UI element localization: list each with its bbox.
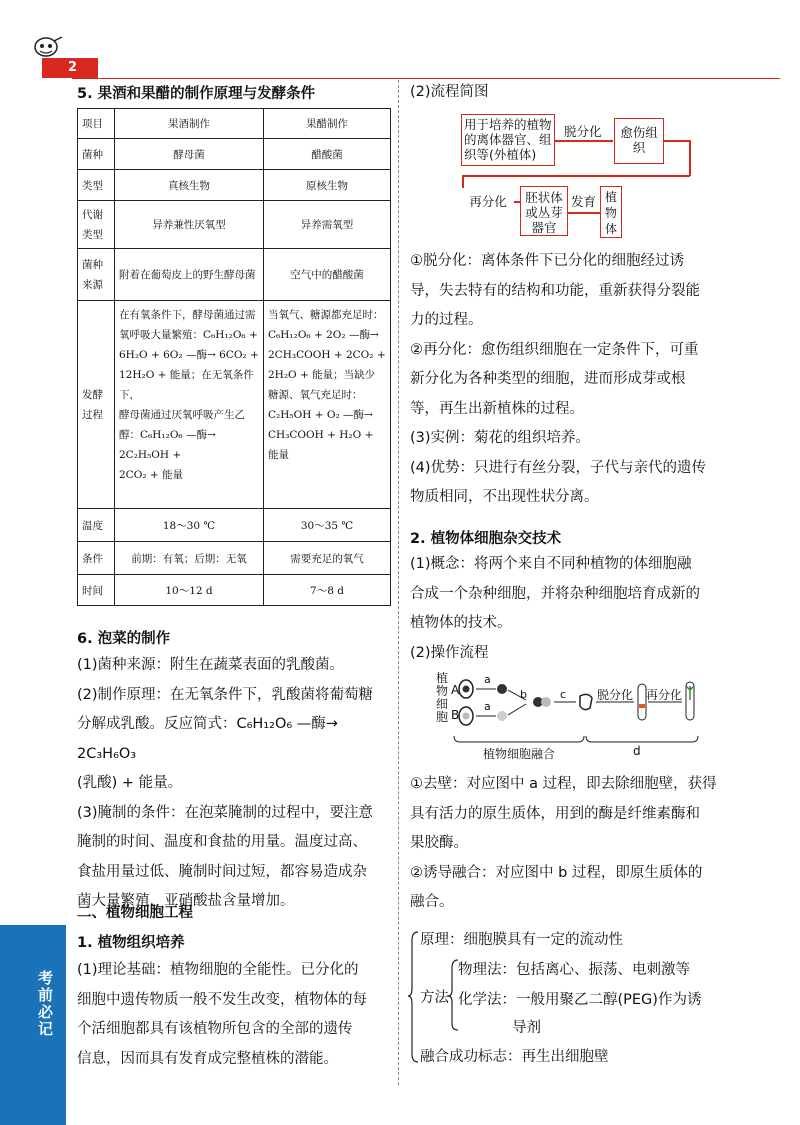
text-line: 腌制的时间、温度和食盐的用量。温度过高、 bbox=[77, 834, 367, 850]
table-cell: 菌种来源 bbox=[78, 249, 115, 301]
flow-arrow-line bbox=[555, 140, 613, 142]
text-line: (1)菌种来源：附生在蔬菜表面的乳酸菌。 bbox=[77, 657, 345, 673]
flow-title: (2)流程简图 bbox=[410, 84, 489, 100]
diagram-cell-a-label: A bbox=[451, 683, 460, 697]
right-body-c bbox=[410, 770, 782, 918]
bracket-d bbox=[586, 736, 698, 742]
fermentation-table bbox=[77, 108, 391, 606]
flow-label-rediff: 再分化 bbox=[462, 188, 514, 216]
bracket-fusion bbox=[454, 736, 584, 742]
process-line: 2CH₃COOH + 2CO₂ + bbox=[268, 349, 386, 361]
text-line: 等，再生出新植株的过程。 bbox=[410, 400, 584, 417]
text-line: (1)概念：将两个来自不同种植物的体细胞融 bbox=[410, 556, 692, 572]
text-line: 力的过程。 bbox=[410, 312, 483, 328]
text-line: ①脱分化：离体条件下已分化的细胞经过诱 bbox=[410, 253, 684, 269]
table-cell: 代谢类型 bbox=[78, 201, 115, 249]
outer-brace bbox=[408, 932, 418, 1062]
table-cell: 发酵过程 bbox=[78, 301, 115, 509]
table-header: 果酒制作 bbox=[115, 109, 264, 139]
protoplast-b-icon bbox=[497, 711, 507, 721]
table-row bbox=[78, 139, 391, 170]
step-b-label: b bbox=[520, 688, 527, 701]
flow-box-embryoid: 胚状体或丛芽器官 bbox=[520, 186, 568, 236]
nucleus-icon bbox=[463, 713, 470, 720]
text-line: 新分化为各种类型的细胞，进而形成芽或根 bbox=[410, 371, 686, 387]
text-line: (乳酸) + 能量。 bbox=[77, 775, 183, 791]
chemical-method-cont: 导剂 bbox=[512, 1020, 541, 1036]
part-2-title: 二、植物细胞工程 bbox=[77, 905, 193, 921]
fusion-label: 植物细胞融合 bbox=[483, 747, 556, 761]
page-number: 2 bbox=[42, 58, 98, 78]
text-line: 合成一个杂种细胞，并将杂种细胞培育成新的 bbox=[410, 585, 700, 602]
step-c-label: c bbox=[560, 688, 567, 701]
table-header: 项目 bbox=[78, 109, 115, 139]
step-a-label: a bbox=[484, 673, 491, 686]
table-cell: 条件 bbox=[78, 542, 115, 575]
text-line: (1)理论基础：植物细胞的全能性。已分化的 bbox=[77, 962, 359, 978]
text-line: 植物体的技术。 bbox=[410, 615, 512, 631]
process-line: C₂H₅OH + O₂ —酶→ bbox=[268, 409, 373, 421]
section-1-title: 1. 植物组织培养 bbox=[77, 935, 185, 951]
fusion-principle: 原理：细胞膜具有一定的流动性 bbox=[420, 932, 623, 948]
text-line: ②再分化：愈伤组织细胞在一定条件下，可重 bbox=[410, 341, 699, 358]
flow-label-dediff: 脱分化 bbox=[564, 124, 602, 139]
text-line: 物质相同，不出现性状分离。 bbox=[410, 489, 599, 505]
process-line: 氧呼吸大量繁殖：C₆H₁₂O₆ + bbox=[119, 329, 258, 341]
table-cell: 需要充足的氧气 bbox=[264, 542, 391, 575]
diagram-cell-b-label: B bbox=[451, 708, 460, 722]
process-line: 糖源、氧气充足时： bbox=[268, 389, 363, 401]
text-line: (3)实例：菊花的组织培养。 bbox=[410, 430, 591, 446]
table-cell: 类型 bbox=[78, 170, 115, 201]
table-row bbox=[78, 249, 391, 301]
flow-box-plant: 植物体 bbox=[600, 186, 622, 238]
table-row bbox=[78, 542, 391, 575]
fused-cell-icon bbox=[541, 697, 551, 707]
text-line: 果胶酶。 bbox=[410, 835, 468, 851]
step-d-label: d bbox=[633, 744, 641, 758]
physical-method: 物理法：包括离心、振荡、电刺激等 bbox=[458, 962, 690, 978]
flow-label-develop: 发育 bbox=[571, 194, 597, 209]
process-line: 能量 bbox=[268, 449, 289, 461]
process-line: 12H₂O + 能量；在无氧条件下， bbox=[119, 369, 254, 401]
table-cell: 附着在葡萄皮上的野生酵母菌 bbox=[115, 249, 264, 301]
diagram-plant-cell-label: 植物细胞 bbox=[436, 671, 449, 724]
process-line: 在有氧条件下，酵母菌通过需 bbox=[119, 309, 256, 321]
table-cell: 酵母菌 bbox=[115, 139, 264, 170]
flow-box-explant: 用于培养的植物的离体器官、组织等(外植体) bbox=[461, 114, 555, 166]
text-line: 细胞中遗传物质一般不发生改变，植物体的每 bbox=[77, 991, 367, 1008]
table-cell: 前期：有氧；后期：无氧 bbox=[115, 542, 264, 575]
text-line: 融合。 bbox=[410, 894, 454, 910]
section-6-body bbox=[77, 651, 392, 917]
chemical-method: 化学法：一般用聚乙二醇(PEG)作为诱 bbox=[458, 992, 702, 1008]
section-2-title: 2. 植物体细胞杂交技术 bbox=[410, 531, 562, 547]
table-cell: 醋酸菌 bbox=[264, 139, 391, 170]
table-row bbox=[78, 575, 391, 606]
table-row bbox=[78, 170, 391, 201]
column-divider bbox=[398, 80, 399, 1085]
process-line: 2CO₂ + 能量 bbox=[119, 469, 184, 481]
process-line: CH₃COOH + H₂O + bbox=[268, 429, 374, 441]
table-cell: 温度 bbox=[78, 509, 115, 542]
text-line: 导，失去特有的结构和功能，重新获得分裂能 bbox=[410, 282, 700, 299]
flow-line bbox=[462, 175, 690, 177]
test-tube-icon bbox=[638, 684, 646, 720]
process-wine-cell bbox=[115, 301, 264, 509]
process-line: 醇：C₆H₁₂O₆ —酶→ 2C₂H₅OH + bbox=[119, 429, 216, 461]
flow-arrow-line bbox=[568, 212, 600, 214]
section-1-body bbox=[77, 956, 392, 1074]
table-header: 果醋制作 bbox=[264, 109, 391, 139]
fusion-success-sign: 融合成功标志：再生出细胞壁 bbox=[420, 1049, 609, 1065]
flow-box-callus: 愈伤组织 bbox=[614, 118, 664, 164]
process-line: C₆H₁₂O₆ + 2O₂ —酶→ bbox=[268, 329, 379, 341]
table-row bbox=[78, 201, 391, 249]
text-line: 信息，因而具有发育成完整植株的潜能。 bbox=[77, 1050, 338, 1067]
table-row bbox=[78, 509, 391, 542]
flow-line bbox=[664, 140, 690, 142]
right-body-b bbox=[410, 550, 782, 668]
text-line: (4)优势：只进行有丝分裂，子代与亲代的遗传 bbox=[410, 459, 707, 476]
dediff-label: 脱分化 bbox=[597, 688, 634, 702]
callus-icon bbox=[639, 704, 645, 708]
text-line: 分解成乳酸。反应简式：C₆H₁₂O₆ —酶→ 2C₃H₆O₃ bbox=[77, 716, 338, 762]
process-line: 2H₂O + 能量；当缺少 bbox=[268, 369, 376, 381]
text-line: (2)操作流程 bbox=[410, 644, 489, 661]
side-tab-label: 考前必记 bbox=[36, 970, 54, 1038]
text-line: 具有活力的原生质体，用到的酶是纤维素酶和 bbox=[410, 805, 700, 822]
section-5-title: 5. 果酒和果醋的制作原理与发酵条件 bbox=[77, 86, 316, 102]
text-line: 食盐用量过低、腌制时间过短，都容易造成杂 bbox=[77, 863, 367, 880]
fusion-method-label: 方法 bbox=[420, 990, 449, 1006]
process-vinegar-cell bbox=[264, 301, 391, 509]
process-line: 酵母菌通过厌氧呼吸产生乙 bbox=[119, 409, 245, 421]
hybrid-cell-icon bbox=[580, 694, 592, 709]
text-line: 菌大量繁殖，亚硝酸盐含量增加。 bbox=[77, 893, 295, 909]
process-line: 6H₂O + 6O₂ —酶→ 6CO₂ + bbox=[119, 349, 259, 361]
table-cell: 原核生物 bbox=[264, 170, 391, 201]
table-cell: 10～12 d bbox=[115, 575, 264, 606]
table-cell: 真核生物 bbox=[115, 170, 264, 201]
table-cell: 异养兼性厌氧型 bbox=[115, 201, 264, 249]
text-line: ②诱导融合：对应图中 b 过程，即原生质体的 bbox=[410, 864, 703, 881]
table-cell: 30～35 ℃ bbox=[264, 509, 391, 542]
table-cell: 菌种 bbox=[78, 139, 115, 170]
rediff-label: 再分化 bbox=[646, 688, 683, 702]
table-cell: 18～30 ℃ bbox=[115, 509, 264, 542]
process-line: 当氧气、糖源都充足时： bbox=[268, 309, 384, 321]
section-6-title: 6. 泡菜的制作 bbox=[77, 631, 171, 647]
arrow-b bbox=[508, 704, 526, 715]
step-a-label: a bbox=[484, 700, 491, 713]
table-cell: 7～8 d bbox=[264, 575, 391, 606]
flow-line bbox=[689, 140, 691, 176]
right-body-a bbox=[410, 247, 782, 513]
table-cell: 异养需氧型 bbox=[264, 201, 391, 249]
nucleus-icon bbox=[463, 686, 470, 693]
text-line: (3)腌制的条件：在泡菜腌制的过程中，要注意 bbox=[77, 804, 374, 821]
text-line: ①去壁：对应图中 a 过程，即去除细胞壁，获得 bbox=[410, 776, 717, 792]
table-cell: 空气中的醋酸菌 bbox=[264, 249, 391, 301]
table-cell: 时间 bbox=[78, 575, 115, 606]
table-row-process bbox=[78, 301, 391, 509]
table-header-row bbox=[78, 109, 391, 139]
protoplast-a-icon bbox=[497, 684, 507, 694]
text-line: (2)制作原理：在无氧条件下，乳酸菌将葡萄糖 bbox=[77, 686, 374, 703]
inner-brace bbox=[448, 960, 458, 1030]
text-line: 个活细胞都具有该植物所包含的全部的遗传 bbox=[77, 1021, 353, 1037]
